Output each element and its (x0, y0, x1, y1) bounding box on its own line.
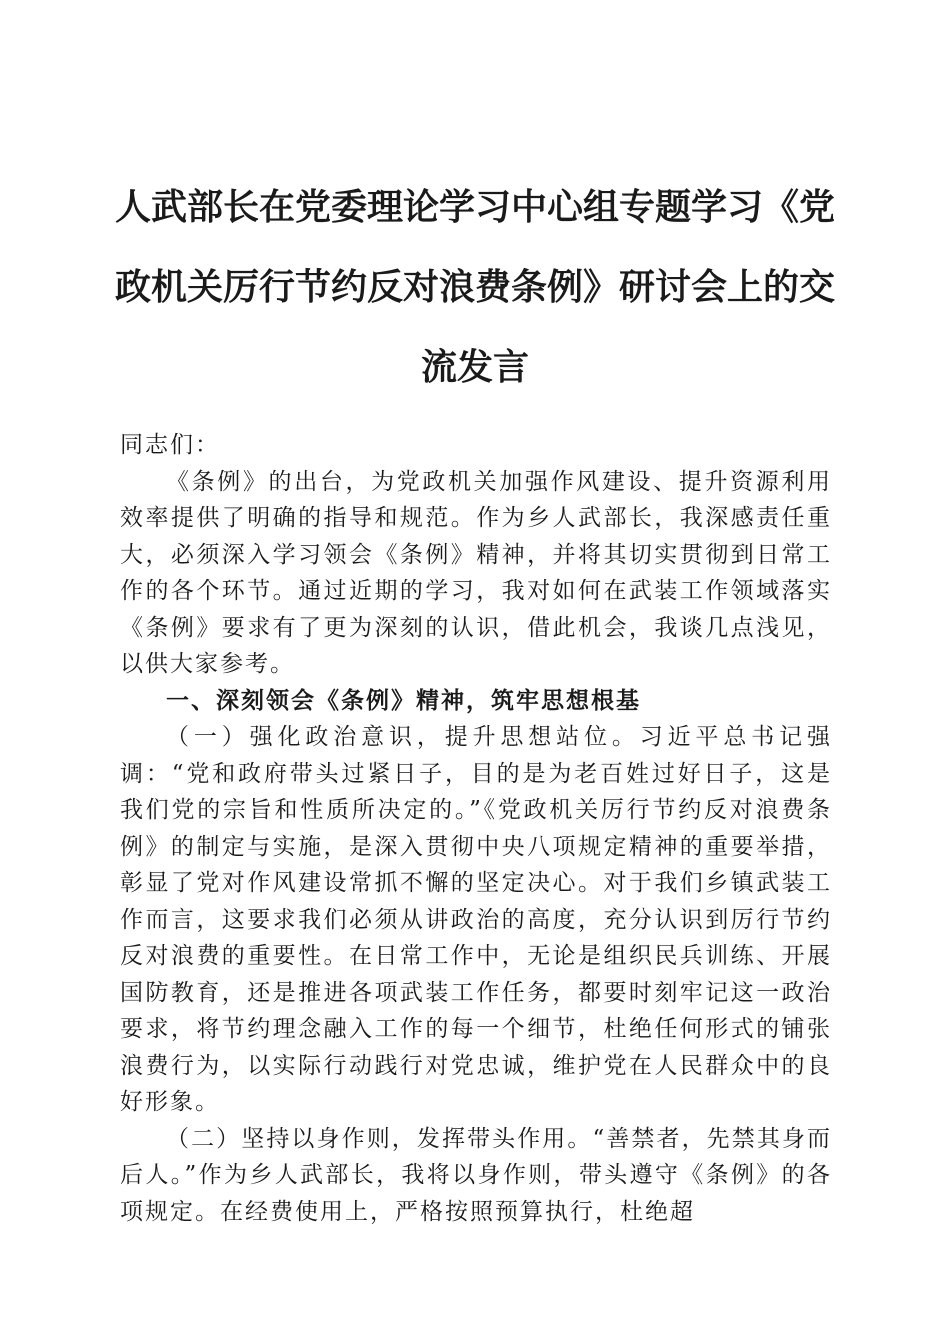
subsection-1-paragraph (120, 719, 832, 1121)
document-body (120, 427, 832, 1230)
subsection-2-paragraph (120, 1121, 832, 1231)
subsection-2-body: “善禁者，先禁其身而后人。”作为乡人武部长，我将以身作则，带头遵守《条例》的各项规定。在经费使用上，严格按照预算执行，杜绝超 (120, 1125, 833, 1225)
subsection-2-lead: （二）坚持以身作则，发挥带头作用。 (166, 1125, 593, 1152)
subsection-1-lead: （一）强化政治意识，提升思想站位。 (166, 724, 640, 750)
subsection-1-body: 习近平总书记强调：“党和政府带头过紧日子，目的是为老百姓过好日子，这是我们党的宗旨和性质所决定的。”《党政机关厉行节约反对浪费条例》的制定与实施，是深入贯彻中央八项规定精神的重要举措，彰显了党对作风建设常抓不懈的坚定决心。对于我们乡镇武装工作而言，这要求我们必须从讲政治的高度，充分认识到厉行节约反对浪费的重要性。在日常工作中，无论是组织民兵训练、开展国防教育，还是推进各项武装工作任务，都要时刻牢记这一政治要求，将节约理念融入工作的每一个细节，杜绝任何形式的铺张浪费行为，以实际行动践行对党忠诚，维护党在人民群众中的良好形象。 (120, 724, 833, 1115)
section-heading-1: 一、深刻领会《条例》精神，筑牢思想根基 (166, 687, 641, 714)
intro-paragraph: 《条例》的出台，为党政机关加强作风建设、提升资源利用效率提供了明确的指导和规范。作为乡人武部长，我深感责任重大，必须深入学习领会《条例》精神，并将其切实贯彻到日常工作的各个环节。通过近期的学习，我对如何在武装工作领域落实《条例》要求有了更为深刻的认识，借此机会，我谈几点浅见，以供大家参考。 (120, 468, 832, 677)
title-line-2: 政机关厉行节约反对浪费条例》研讨会上的交 (114, 267, 835, 308)
salutation: 同志们： (120, 432, 220, 458)
title-line-3: 流发言 (420, 347, 529, 388)
document-title (100, 168, 850, 408)
title-line-1: 人武部长在党委理论学习中心组专题学习《党 (114, 187, 835, 228)
